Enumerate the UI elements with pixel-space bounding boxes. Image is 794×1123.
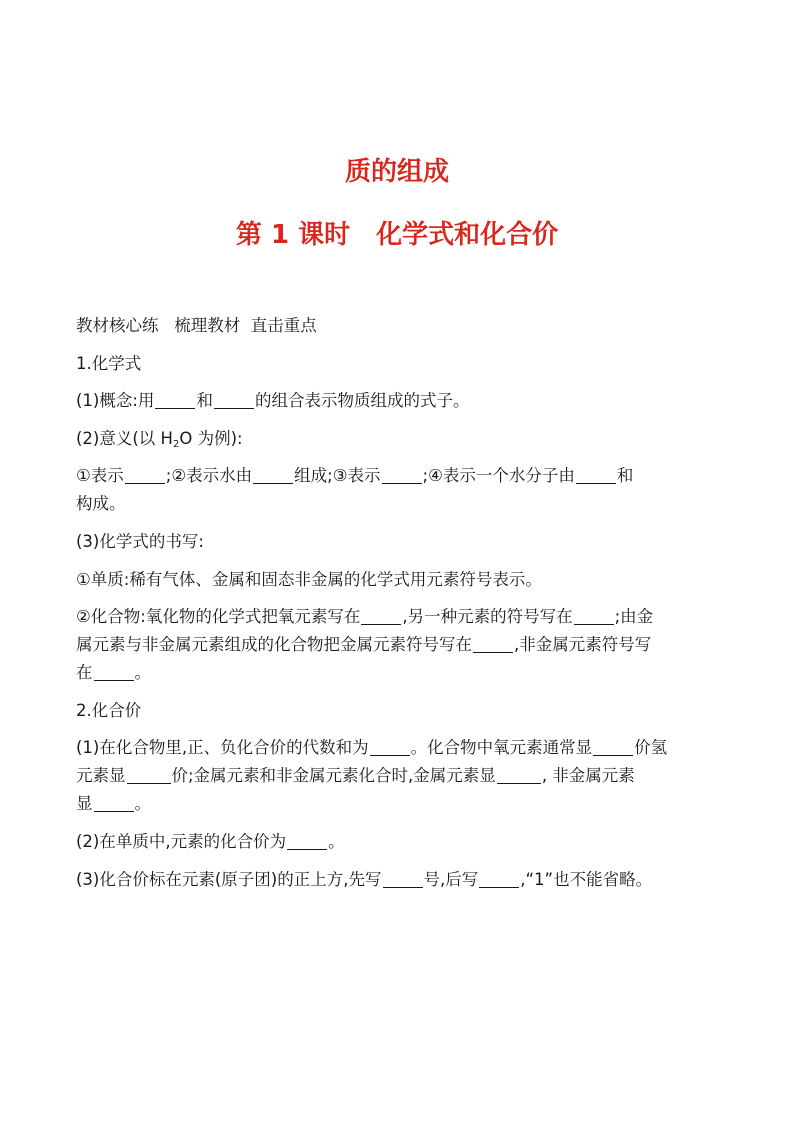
text: 。 (134, 663, 151, 683)
text: 价氢 (634, 738, 668, 758)
lesson-title (0, 218, 794, 252)
text: 组成;③表示 (294, 466, 381, 486)
text: , 非金属元素 (541, 766, 635, 786)
answer-blank[interactable] (127, 765, 171, 784)
valence-rule-2 (76, 828, 724, 856)
text: 。化合物中氧元素通常显 (410, 738, 593, 758)
section-label (76, 312, 724, 340)
answer-blank[interactable] (479, 869, 519, 888)
worksheet-body (76, 312, 724, 903)
heading-valence: 2.化合价 (76, 700, 142, 720)
text: (2)在单质中,元素的化合价为 (76, 831, 287, 851)
text: ;由金 (614, 607, 654, 627)
text: 。 (134, 794, 151, 814)
answer-blank[interactable] (382, 465, 422, 484)
text: ,非金属元素符号写 (514, 635, 652, 655)
text: 属元素与非金属元素组成的化合物把金属元素符号写在 (76, 635, 472, 655)
subscript: 2 (172, 438, 180, 450)
section-label-c: 直击重点 (250, 316, 317, 335)
lesson-number: 第 1 课时 (235, 220, 351, 250)
compound-rule-line-1 (76, 603, 724, 631)
section-label-a: 教材核心练 (76, 316, 159, 335)
meaning-items-line-2: 构成。 (76, 494, 126, 514)
answer-blank[interactable] (214, 390, 254, 409)
text: ;②表示水由 (165, 466, 253, 486)
text: ①表示 (76, 466, 124, 486)
text: (1)概念:用 (76, 391, 155, 411)
text: O 为例): (179, 428, 243, 448)
text: 和 (196, 391, 213, 411)
answer-blank[interactable] (383, 869, 423, 888)
answer-blank[interactable] (253, 465, 293, 484)
text: ,“1”也不能省略。 (520, 869, 653, 889)
compound-rule-line-2 (76, 631, 724, 659)
text: ,另一种元素的符号写在 (402, 607, 573, 627)
answer-blank[interactable] (94, 662, 134, 681)
text: (3)化合价标在元素(原子团)的正上方,先写 (76, 869, 382, 889)
writing-heading: (3)化学式的书写: (76, 531, 204, 551)
answer-blank[interactable] (574, 606, 614, 625)
text: 元素显 (76, 766, 126, 786)
answer-blank[interactable] (473, 634, 513, 653)
text: 价;金属元素和非金属元素化合时,金属元素显 (171, 766, 496, 786)
text: (1)在化合物里,正、负化合价的代数和为 (76, 738, 369, 758)
text: ;④表示一个水分子由 (422, 466, 575, 486)
text: (2)意义(以 H (76, 428, 173, 448)
answer-blank[interactable] (287, 831, 327, 850)
answer-blank[interactable] (155, 390, 195, 409)
answer-blank[interactable] (497, 765, 541, 784)
answer-blank[interactable] (125, 465, 165, 484)
text: 在 (76, 663, 93, 683)
text: 号,后写 (423, 869, 479, 889)
answer-blank[interactable] (370, 737, 410, 756)
heading-chemical-formula: 1.化学式 (76, 353, 142, 373)
valence-rule-line-1 (76, 734, 724, 762)
compound-rule-line-3 (76, 659, 724, 687)
concept-line (76, 387, 724, 415)
page-title: 质的组成 (344, 157, 449, 187)
valence-rule-3 (76, 866, 724, 894)
section-label-b: 梳理教材 (174, 316, 241, 335)
text: ②化合物:氧化物的化学式把氧元素写在 (76, 607, 361, 627)
text: 和 (616, 466, 634, 486)
valence-rule-line-3 (76, 790, 724, 818)
elemental-rule: ①单质:稀有气体、金属和固态非金属的化学式用元素符号表示。 (76, 569, 542, 589)
meaning-items-line-1 (76, 462, 724, 490)
text: 。 (328, 831, 345, 851)
answer-blank[interactable] (94, 793, 134, 812)
answer-blank[interactable] (593, 737, 633, 756)
lesson-subtitle: 化学式和化合价 (376, 220, 559, 250)
text: 的组合表示物质组成的式子。 (254, 391, 470, 411)
answer-blank[interactable] (576, 465, 616, 484)
text: 显 (76, 794, 93, 814)
answer-blank[interactable] (361, 606, 401, 625)
valence-rule-line-2 (76, 762, 724, 790)
meaning-line (76, 425, 724, 453)
